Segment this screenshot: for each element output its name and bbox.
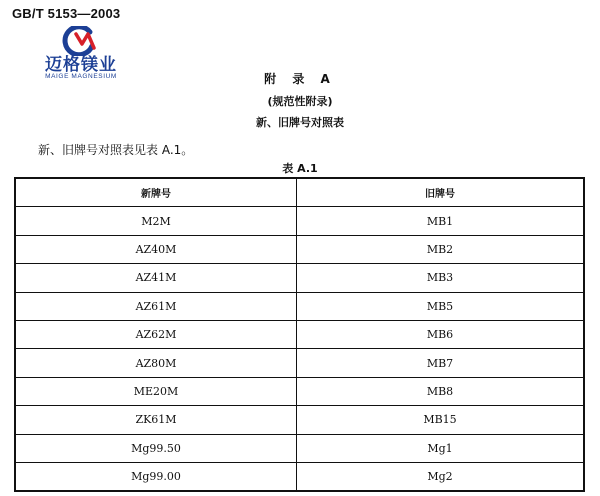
new-brand-cell: M2M <box>15 207 297 235</box>
table-row <box>15 292 584 320</box>
old-brand-cell: MB5 <box>297 292 585 320</box>
new-brand-cell: Mg99.50 <box>15 434 297 462</box>
table-row <box>15 264 584 292</box>
brand-comparison-table <box>14 177 585 492</box>
new-brand-cell: AZ61M <box>15 292 297 320</box>
old-brand-cell: MB15 <box>297 406 585 434</box>
old-brand-cell: Mg2 <box>297 462 585 491</box>
table-row <box>15 462 584 491</box>
new-brand-cell: ME20M <box>15 377 297 405</box>
table-row <box>15 377 584 405</box>
old-brand-cell: MB6 <box>297 320 585 348</box>
old-brand-cell: MB2 <box>297 235 585 263</box>
old-brand-cell: Mg1 <box>297 434 585 462</box>
new-brand-cell: AZ40M <box>15 235 297 263</box>
table-header-row <box>15 178 584 207</box>
new-brand-cell: AZ62M <box>15 320 297 348</box>
logo-name-cn: 迈格镁业 <box>45 55 117 75</box>
old-brand-cell: MB1 <box>297 207 585 235</box>
table-row <box>15 406 584 434</box>
table-row <box>15 207 584 235</box>
header-old-brand: 旧牌号 <box>297 178 585 207</box>
table-row <box>15 235 584 263</box>
annex-title: 附 录 A <box>264 72 336 86</box>
table-caption: 表 A.1 <box>282 162 318 175</box>
new-brand-cell: AZ41M <box>15 264 297 292</box>
new-brand-cell: AZ80M <box>15 349 297 377</box>
annex-subject: 新、旧牌号对照表 <box>256 116 344 129</box>
logo-name-en: MAIGE MAGNESIUM <box>45 73 117 80</box>
annex-nature: (规范性附录) <box>267 95 333 108</box>
table-row <box>15 434 584 462</box>
intro-text: 新、旧牌号对照表见表 A.1。 <box>38 143 194 157</box>
new-brand-cell: ZK61M <box>15 406 297 434</box>
old-brand-cell: MB7 <box>297 349 585 377</box>
standard-code: GB/T 5153—2003 <box>12 6 121 21</box>
header-new-brand: 新牌号 <box>15 178 297 207</box>
old-brand-cell: MB3 <box>297 264 585 292</box>
new-brand-cell: Mg99.00 <box>15 462 297 491</box>
table-row <box>15 349 584 377</box>
table-row <box>15 320 584 348</box>
old-brand-cell: MB8 <box>297 377 585 405</box>
